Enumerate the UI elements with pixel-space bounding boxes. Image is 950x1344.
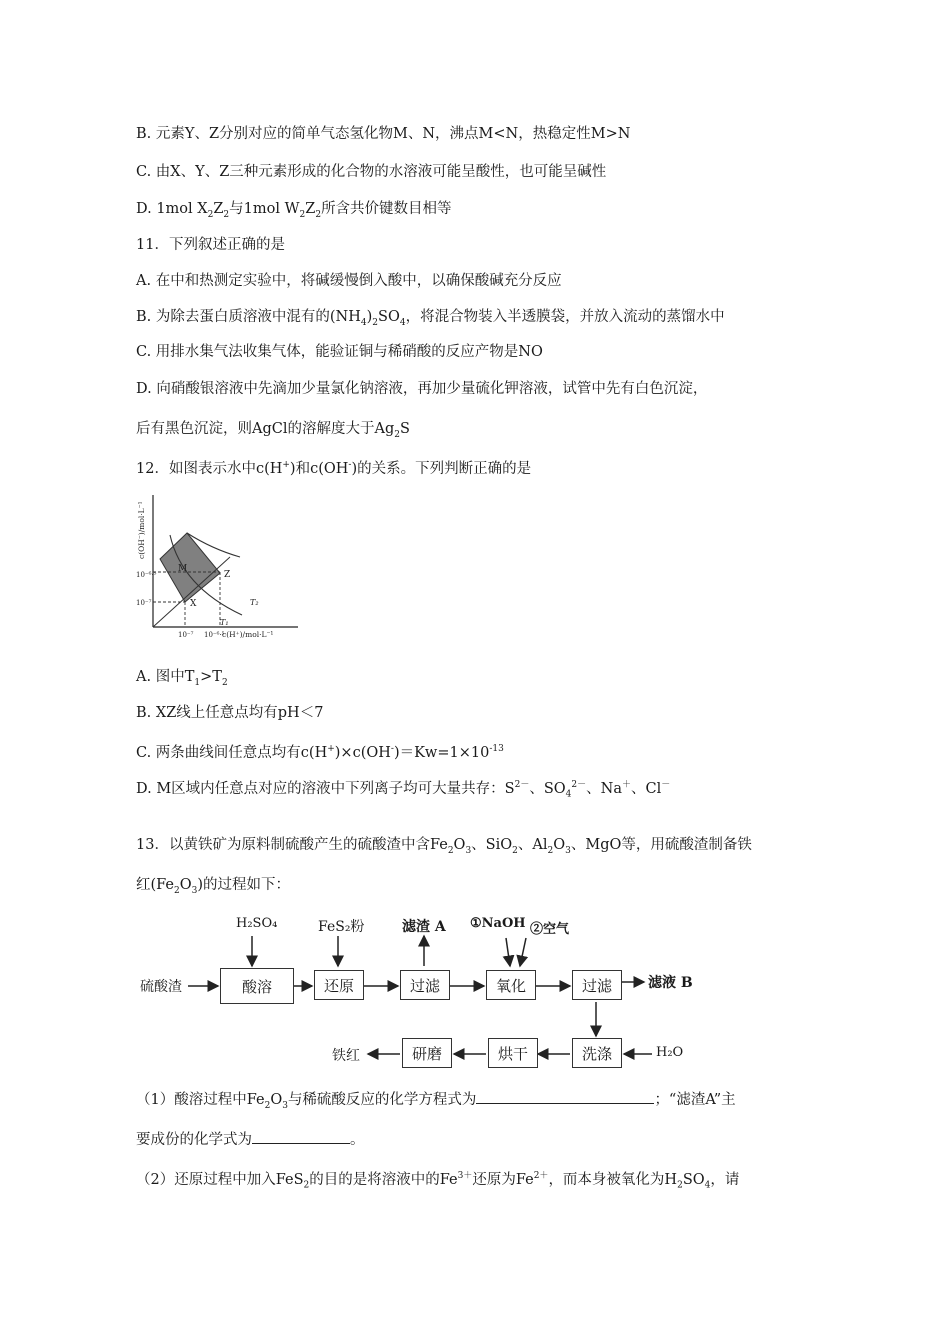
product-iron-red-label: 铁红	[332, 1048, 360, 1064]
x-axis-label: c(H⁺)/mol·L⁻¹	[222, 630, 274, 639]
flow-box-acid-dissolve: 酸溶	[220, 968, 294, 1004]
q10-option-d: D. 1mol $X_2Z_2$与1mol $W_2Z_2$所含共价键数目相等	[136, 201, 452, 220]
q12-option-b: B. XZ线上任意点均有pH＜7	[136, 705, 324, 721]
flow-box-reduce: 还原	[314, 970, 364, 1000]
q10-option-b: B. 元素Y、Z分别对应的简单气态氢化物M、N，沸点M<N，热稳定性M>N	[136, 126, 631, 142]
output-residue-a-label: 滤渣 A	[402, 919, 446, 935]
point-m-label: M	[178, 564, 188, 574]
q12-option-c: C. 两条曲线间任意点均有$c(H^+)\times c(OH^-)=Kw=1\times 10^{-13}$	[136, 744, 504, 761]
reagent-air-label: ②空气	[530, 922, 570, 937]
flow-box-wash: 洗涤	[572, 1038, 622, 1068]
curve-t2-label: T₂	[250, 598, 259, 607]
process-flowchart	[136, 910, 716, 1070]
q13-stem-line1: 13．以黄铁矿为原料制硫酸产生的硫酸渣中含$Fe_2O_3$、SiO$_2$、$Al_2O_3$、MgO等，用硫酸渣制备铁	[136, 837, 752, 856]
ytick-low: 10⁻⁷	[136, 599, 152, 607]
water-ion-product-graph	[130, 487, 305, 647]
output-filtrate-b-label: 滤液 B	[648, 975, 693, 991]
curve-t1-label: T₁	[220, 618, 229, 627]
q11-option-d-line1: D. 向硝酸银溶液中先滴加少量氯化钠溶液，再加少量硫化钾溶液，试管中先有白色沉淀，	[136, 381, 708, 397]
flow-box-dry: 烘干	[488, 1038, 538, 1068]
flow-box-filter-2: 过滤	[572, 970, 622, 1000]
answer-blank-residue[interactable]	[252, 1129, 350, 1144]
q13-part1-line1: （1）酸溶过程中$Fe_2O_3$与稀硫酸反应的化学方程式为 ；“滤渣A”主	[136, 1089, 736, 1116]
q11-option-a: A. 在中和热测定实验中，将碱缓慢倒入酸中，以确保酸碱充分反应	[136, 273, 562, 289]
q13-part2-line1: （2）还原过程中加入FeS$_2$的目的是将溶液中的$Fe^{3+}$还原为$Fe^{2+}$，而本身被氧化为$H_2SO_4$，请	[136, 1171, 740, 1191]
y-axis-label: c(OH⁻)/mol·L⁻¹	[137, 501, 146, 559]
q11-option-c: C. 用排水集气法收集气体，能验证铜与稀硝酸的反应产物是NO	[136, 344, 543, 360]
answer-blank-equation[interactable]	[476, 1089, 654, 1104]
q12-option-a: A. 图中$T_1>T_2$	[136, 669, 228, 688]
q10-option-c: C. 由X、Y、Z三种元素形成的化合物的水溶液可能呈酸性，也可能呈碱性	[136, 164, 607, 180]
point-x-label: X	[190, 599, 197, 609]
xtick-high: 10⁻⁶·⁵	[204, 631, 225, 639]
reagent-h2so4-label: H₂SO₄	[236, 916, 278, 931]
q12-stem: 12．如图表示水中c(H+)和c(OH-)的关系。下列判断正确的是	[136, 460, 532, 477]
flow-box-filter-1: 过滤	[400, 970, 450, 1000]
q11-option-d-line2: 后有黑色沉淀，则AgCl的溶解度大于$Ag_2S$	[136, 421, 410, 440]
q12-option-d: D. M区域内任意点对应的溶液中下列离子均可大量共存：$S^{2-}$、$SO_4^{2-}$、Na＋、Cl－	[136, 780, 671, 800]
flow-box-grind: 研磨	[402, 1038, 452, 1068]
q11-option-b: B. 为除去蛋白质溶液中混有的$(NH_4)_2SO_4$，将混合物装入半透膜袋，并放入流动的蒸馏水中	[136, 309, 725, 328]
reagent-fes2-label: FeS₂粉	[318, 919, 365, 935]
q11-stem: 11．下列叙述正确的是	[136, 237, 285, 253]
point-z-label: Z	[224, 570, 231, 580]
reagent-water-label: H₂O	[656, 1045, 684, 1060]
reagent-naoh-label: ①NaOH	[470, 916, 526, 931]
ytick-high: 10⁻⁶·⁵	[136, 571, 157, 579]
flow-box-oxidize: 氧化	[486, 970, 536, 1000]
flow-input-label: 硫酸渣	[140, 979, 182, 995]
q13-stem-line2: 红$(Fe_2O_3)$的过程如下：	[136, 877, 291, 896]
q13-part1-line2: 要成份的化学式为 。	[136, 1129, 365, 1150]
xtick-low: 10⁻⁷	[178, 631, 194, 639]
